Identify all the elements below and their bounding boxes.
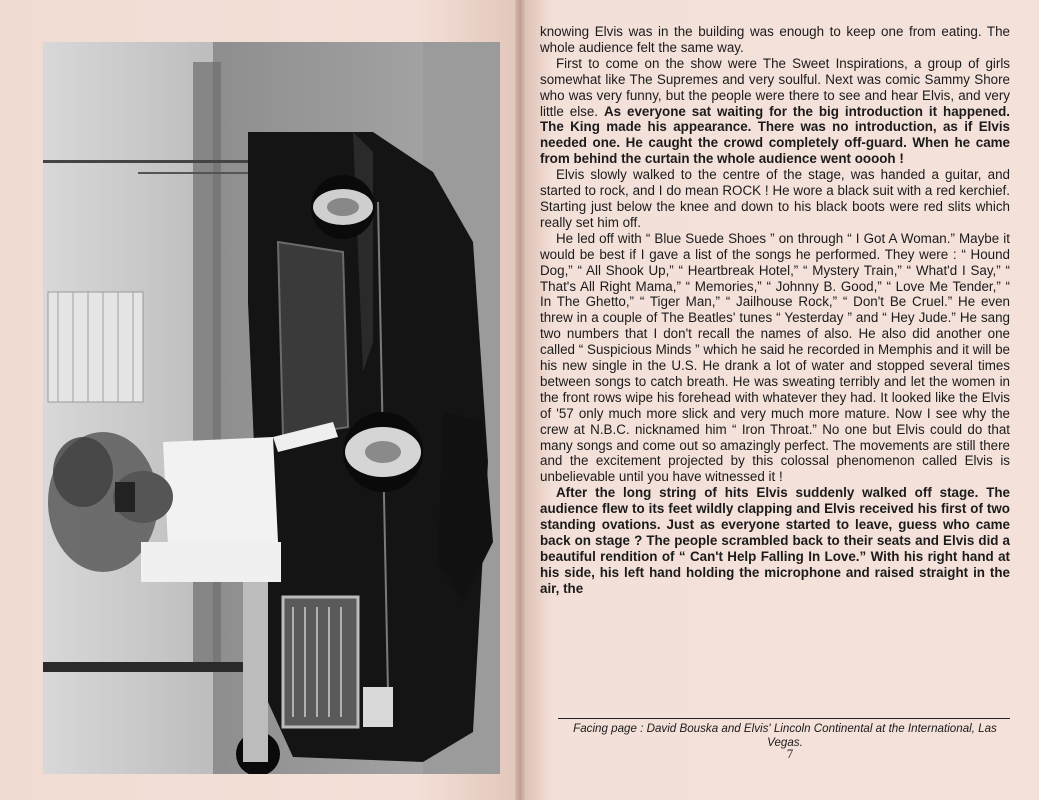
paragraph-2-plain: First to come on the show were The Sweet Inspirations, a group of girls somewhat like The Supremes and very soulful. Next was comic Sammy Shore who was very funny, but the people were there to see and hear Elvis, and very little else. [540,55,1010,119]
caption-divider [558,718,1010,719]
photo-man-with-car [43,42,500,774]
article-body [540,24,1010,597]
paragraph-3: Elvis slowly walked to the centre of the stage, was handed a guitar, and started to rock, and I do mean ROCK ! He wore a black suit with a red kerchief. Starting just below the knee and down to his black boots were red slits which really set him off. [540,167,1010,230]
book-gutter [515,0,525,800]
page-number: 7 [786,746,794,761]
paragraph-5: After the long string of hits Elvis suddenly walked off stage. The audience flew to its feet wildly clapping and Elvis received his first of two standing ovations. Just as everyone started to leave, guess who came back on stage ? The people scrambled back to their seats and Elvis did a beautiful rendition of “ Can't Help Falling In Love.” With his right hand at his side, his left hand holding the microphone and raised straight in the air, the [540,485,1010,596]
paragraph-2-bold: As everyone sat waiting for the big introduction it happened. The King made his appearance. There was no introduction, as if Elvis needed one. He caught the crowd completely off-guard. When he came from behind the curtain the whole audience went ooooh ! [540,103,1010,167]
paragraph-1: knowing Elvis was in the building was enough to keep one from eating. The whole audience felt the same way. [540,24,1010,55]
photo-caption: Facing page : David Bouska and Elvis' Lincoln Continental at the International, Las Vegas. [573,722,997,749]
paragraph-4: He led off with “ Blue Suede Shoes ” on through “ I Got A Woman.” Maybe it would be best if I gave a list of the songs he performed. They were : “ Hound Dog,” “ All Shook Up,” “ Heartbreak Hotel,” “ Mystery Train,” “ What'd I Say,” “ That's All Right Mama,” “ Memories,” “ Johnny B. Good,” “ Love Me Tender,” “ In The Ghetto,” “ Tiger Man,” “ Jailhouse Rock,” “ Don't Be Cruel.” He even threw in a couple of The Beatles' tunes “ Yesterday ” and “ Hey Jude.” He sang two numbers that I don't recall the names of also. He also did another one called “ Suspicious Minds ” which he said he recorded in Memphis and it will be his new single in the U.S. He drank a lot of water and stopped several times between songs to catch breath. He was sweating terribly and let the women in the front rows wipe his forehead with whatever they had. It looked like the Elvis of '57 only much more slick and very much more mature. Now I see why the crew at N.B.C. nicknamed him “ Iron Throat.” No one but Elvis could do that many songs and come out so amazingly perfect. The movements are still there and the excitement projected by this colossal phenomenon called Elvis is unbelievable until you have witnessed it ! [540,230,1010,485]
photo-illustration [43,42,500,774]
paragraph-2 [540,56,1010,167]
